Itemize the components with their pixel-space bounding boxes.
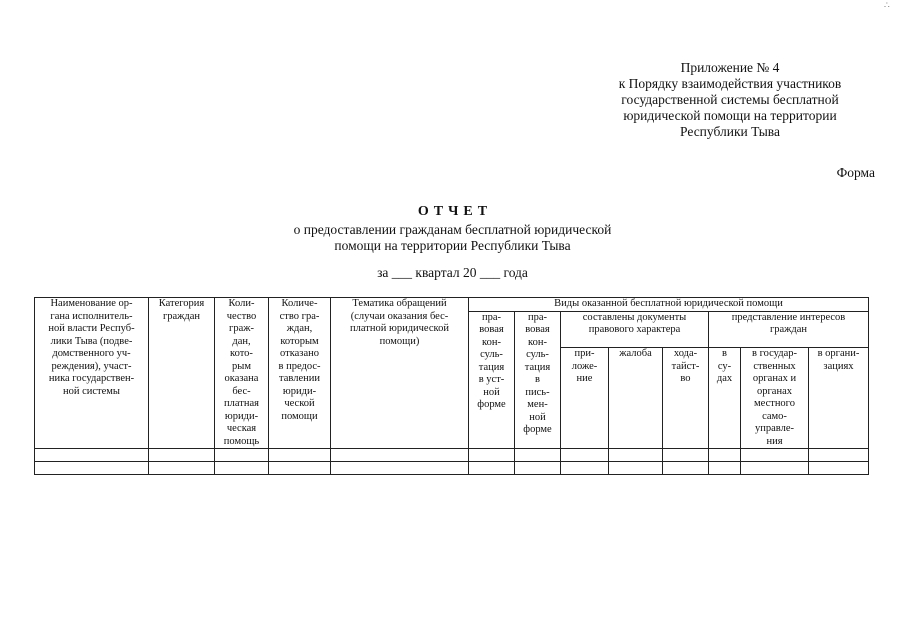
appendix-line: Приложение № 4 (680, 60, 780, 75)
header-topics: Тематика обращений (случаи оказания бес- платной юридической помощи) (331, 298, 469, 449)
table-cell (269, 449, 331, 462)
table-cell (709, 462, 741, 475)
header-rep-courts: в су- дах (709, 348, 741, 449)
header-count-refused: Количе- ство гра- ждан, которым отказано в предос- тавлении юриди- ческой помощи (269, 298, 331, 449)
header-citizen-category: Категория граждан (149, 298, 215, 449)
table-cell (149, 462, 215, 475)
appendix-line: Республики Тыва (680, 124, 780, 139)
subtitle-line: о предоставлении гражданам бесплатной юридической (293, 222, 612, 237)
header-doc-appendix: при- ложе- ние (561, 348, 609, 449)
header-doc-complaint: жалоба (609, 348, 663, 449)
table-cell (561, 462, 609, 475)
table-cell (331, 462, 469, 475)
table-cell (515, 449, 561, 462)
report-table (34, 297, 869, 475)
table-cell (35, 449, 149, 462)
header-doc-petition: хода- тайст- во (663, 348, 709, 449)
table-cell (663, 449, 709, 462)
table-cell (709, 449, 741, 462)
table-cell (609, 462, 663, 475)
appendix-heading (600, 60, 860, 140)
document-subtitle (0, 222, 905, 254)
table-cell (331, 449, 469, 462)
document-title: ОТЧЕТ (417, 204, 493, 219)
form-label: Форма (836, 165, 875, 180)
appendix-line: юридической помощи на территории (623, 108, 837, 123)
header-rep-state-bodies: в государ- ственных органах и органах местного само- управле- ния (741, 348, 809, 449)
table-cell (741, 449, 809, 462)
header-rep-organizations: в органи- зациях (809, 348, 869, 449)
header-kinds-of-help: Виды оказанной бесплатной юридической помощи (469, 298, 869, 312)
appendix-line: к Порядку взаимодействия участников (618, 76, 842, 91)
table-cell (149, 449, 215, 462)
table-cell (35, 462, 149, 475)
table-cell (741, 462, 809, 475)
corner-mark: ∴ (884, 0, 890, 10)
header-documents-group: составлены документы правового характера (561, 311, 709, 348)
header-written-consultation: пра- вовая кон- суль- тация в пись- мен- ной форме (515, 311, 561, 449)
table-cell (215, 462, 269, 475)
period-line: за ___ квартал 20 ___ года (377, 265, 528, 280)
table-cell (515, 462, 561, 475)
table-row (35, 462, 869, 475)
header-oral-consultation: пра- вовая кон- суль- тация в уст- ной форме (469, 311, 515, 449)
table-cell (561, 449, 609, 462)
table-cell (663, 462, 709, 475)
header-organization-name: Наименование ор- гана исполнитель- ной власти Респуб- лики Тыва (подве- домственного уч- реждения), участ- ника государствен- ной системы (35, 298, 149, 449)
table-cell (609, 449, 663, 462)
table-cell (469, 449, 515, 462)
table-cell (215, 449, 269, 462)
appendix-line: государственной системы бесплатной (621, 92, 839, 107)
table-cell (809, 449, 869, 462)
table-cell (269, 462, 331, 475)
subtitle-line: помощи на территории Республики Тыва (334, 238, 571, 253)
table-cell (469, 462, 515, 475)
header-count-provided: Коли- чество граж- дан, кото- рым оказана бес- платная юриди- ческая помощь (215, 298, 269, 449)
table-cell (809, 462, 869, 475)
table-row (35, 449, 869, 462)
header-representation-group: представление интересов граждан (709, 311, 869, 348)
